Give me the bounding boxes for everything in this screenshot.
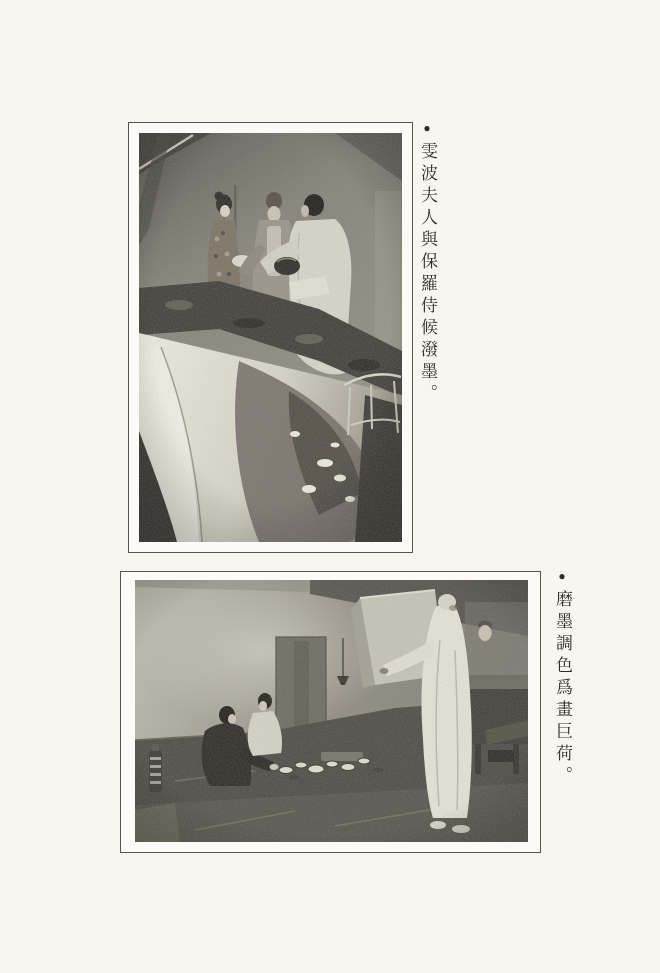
caption-bottom-text: 磨墨調色爲畫巨荷。 bbox=[553, 590, 572, 788]
caption-bottom bbox=[554, 568, 571, 958]
caption-top-text: 雯波夫人與保羅侍候潑墨。 bbox=[418, 142, 437, 406]
ink-grinding-studio-photo bbox=[135, 580, 528, 842]
caption-top bbox=[419, 120, 436, 540]
photo-frame-bottom bbox=[120, 571, 541, 853]
caption-top-bullet: ● bbox=[420, 121, 434, 135]
caption-bottom-bullet: ● bbox=[555, 569, 569, 583]
photo-frame-top bbox=[128, 122, 413, 553]
splashed-ink-session-photo bbox=[139, 133, 402, 542]
